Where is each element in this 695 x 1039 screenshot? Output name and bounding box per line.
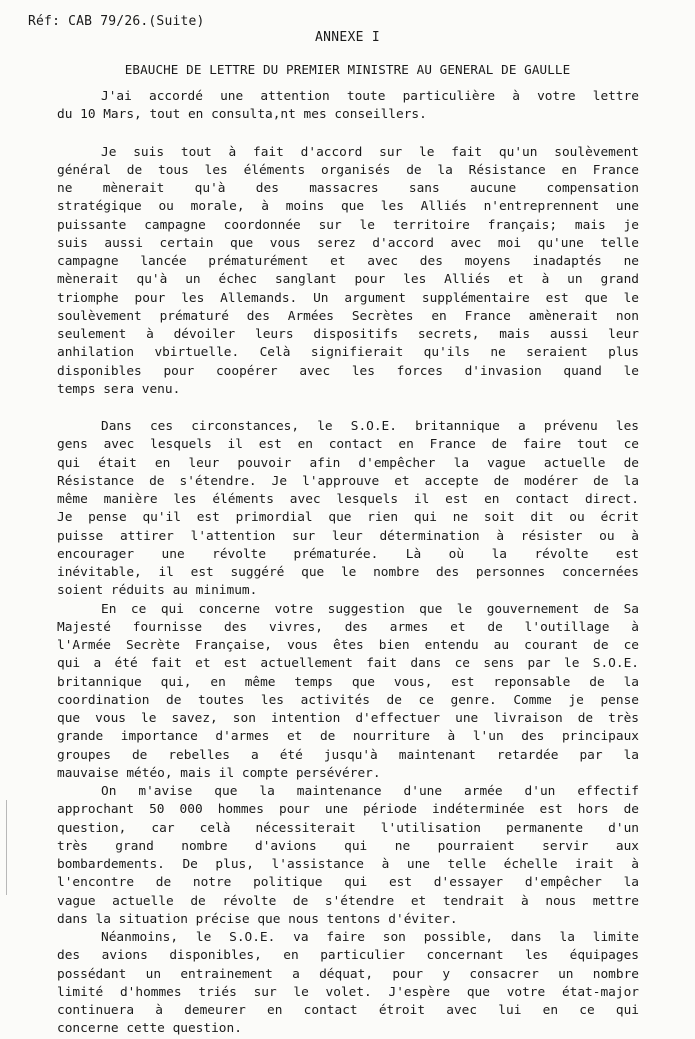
- text-line: soient réduits au minimum.: [57, 583, 258, 599]
- text-line: Dans ces circonstances, le S.O.E. britannique a prévenu les: [101, 419, 639, 434]
- text-line: l'Armée Secrète Française, vous êtes bien entendu au courant de ce: [57, 638, 639, 653]
- text-line: puisse attirer l'attention sur leur détermination à résister ou à: [57, 528, 639, 544]
- text-line: même manière les éléments avec lesquels il est en contact direct.: [57, 492, 639, 507]
- text-line: En ce qui concerne votre suggestion que le gouvernement de Sa: [101, 601, 639, 617]
- text-line: possédant un entrainement a déquat, pour y consacrer un nombre: [57, 966, 639, 982]
- text-line: gens avec lesquels il est en contact en France de faire tout ce: [57, 437, 639, 453]
- text-line: mènerait qu'à un échec sanglant pour les Alliés et à un grand: [57, 272, 639, 288]
- text-line: vague actuelle de révolte de s'étendre et tendrait à nous mettre: [57, 893, 639, 909]
- text-line: On m'avise que la maintenance d'une armée d'un effectif: [101, 784, 639, 799]
- text-line: Résistance de s'étendre. Je l'approuve et accepte de modérer de la: [57, 473, 639, 489]
- text-line: dans la situation précise que nous tentons d'éviter.: [57, 911, 458, 927]
- text-line: qui était en leur pouvoir afin d'empêcher la vague actuelle de: [57, 455, 639, 471]
- text-line: triomphe pour les Allemands. Un argument supplémentaire est que le: [57, 290, 639, 306]
- text-line: question, car celà nécessiterait l'utilisation permanente d'un: [57, 820, 639, 836]
- text-line: des avions disponibles, en particulier concernant les équipages: [57, 948, 639, 964]
- text-line: Je pense qu'il est primordial que rien qui ne soit dit ou écrit: [57, 510, 639, 526]
- text-line: campagne lancée prématurément et avec des moyens inadaptés ne: [57, 254, 639, 269]
- text-line: grande importance d'armes et de nourriture à l'un des principaux: [57, 729, 639, 745]
- text-line: groupes de rebelles a été jusqu'à maintenant retardée par la: [57, 747, 639, 763]
- text-line: qui a été fait et est actuellement fait dans ce sens par le S.O.E.: [57, 656, 639, 672]
- text-line: très grand nombre d'avions qui ne pourraient servir aux: [57, 838, 639, 854]
- text-line: limité d'hommes triés sur le volet. J'espère que votre état-major: [57, 984, 639, 1000]
- paragraph: [57, 783, 639, 929]
- text-line: général de tous les éléments organisés de la Résistance en France: [57, 162, 639, 178]
- paragraph: [57, 418, 639, 601]
- text-line: Majesté fournisse des vivres, des armes et de l'outillage à: [57, 619, 639, 635]
- text-line: puissante campagne coordonnée sur le territoire français; mais je: [57, 217, 639, 233]
- text-line: ne mènerait qu'à des massacres sans aucune compensation: [57, 181, 639, 196]
- letter-heading: EBAUCHE DE LETTRE DU PREMIER MINISTRE AU GENERAL DE GAULLE: [124, 62, 571, 77]
- text-line: britannique qui, en même temps que vous, est reponsable de la: [57, 674, 639, 690]
- text-line: encourager une révolte prématurée. Là où la révolte est: [57, 546, 639, 562]
- text-line: concerne cette question.: [57, 1021, 242, 1037]
- text-line: approchant 50 000 hommes pour une période indéterminée est hors de: [57, 802, 639, 818]
- text-line: anhilation vbirtuelle. Celà signifierait qu'ils ne seraient plus: [57, 345, 639, 361]
- annex-title: ANNEXE I: [314, 30, 380, 45]
- text-line: mauvaise météo, mais il compte persévérer.: [57, 765, 381, 781]
- paragraph: [57, 601, 639, 784]
- text-line: stratégique ou morale, à moins que les Alliés n'entreprennent une: [57, 199, 639, 215]
- text-line: inévitable, il est suggéré que le nombre des personnes concernées: [57, 565, 639, 580]
- text-line: disponibles pour coopérer avec les forces d'invasion quand le: [57, 363, 639, 379]
- text-line: J'ai accordé une attention toute particulière à votre lettre: [101, 89, 639, 104]
- scan-edge-line: [6, 800, 7, 895]
- text-line: continuera à demeurer en contact étroit avec lui en ce qui: [57, 1003, 639, 1018]
- text-line: que vous le savez, son intention d'effectuer une livraison de très: [57, 711, 639, 726]
- reference-code: Réf: CAB 79/26.(Suite): [28, 14, 205, 29]
- text-line: Néanmoins, le S.O.E. va faire son possible, dans la limite: [101, 930, 639, 945]
- text-line: temps sera venu.: [57, 381, 181, 397]
- text-line: seulement à dévoiler leurs dispositifs secrets, mais aussi leur: [57, 327, 639, 342]
- text-line: soulèvement prématuré des Armées Secrètes en France amènerait non: [57, 308, 639, 324]
- text-line: du 10 Mars, tout en consulta,nt mes conseillers.: [57, 107, 427, 123]
- text-line: bombardements. De plus, l'assistance à une telle échelle irait à: [57, 857, 639, 872]
- text-line: coordination de toutes les activités de ce genre. Comme je pense: [57, 692, 639, 708]
- paragraph: [57, 88, 639, 125]
- paragraph: [57, 929, 639, 1039]
- paragraph: [57, 144, 639, 400]
- letter-body: [57, 88, 639, 1039]
- text-line: l'encontre de notre politique qui est d'essayer d'empêcher la: [57, 875, 639, 891]
- text-line: Je suis tout à fait d'accord sur le fait qu'un soulèvement: [101, 144, 639, 160]
- text-line: suis aussi certain que vous serez d'accord avec moi qu'une telle: [57, 235, 639, 251]
